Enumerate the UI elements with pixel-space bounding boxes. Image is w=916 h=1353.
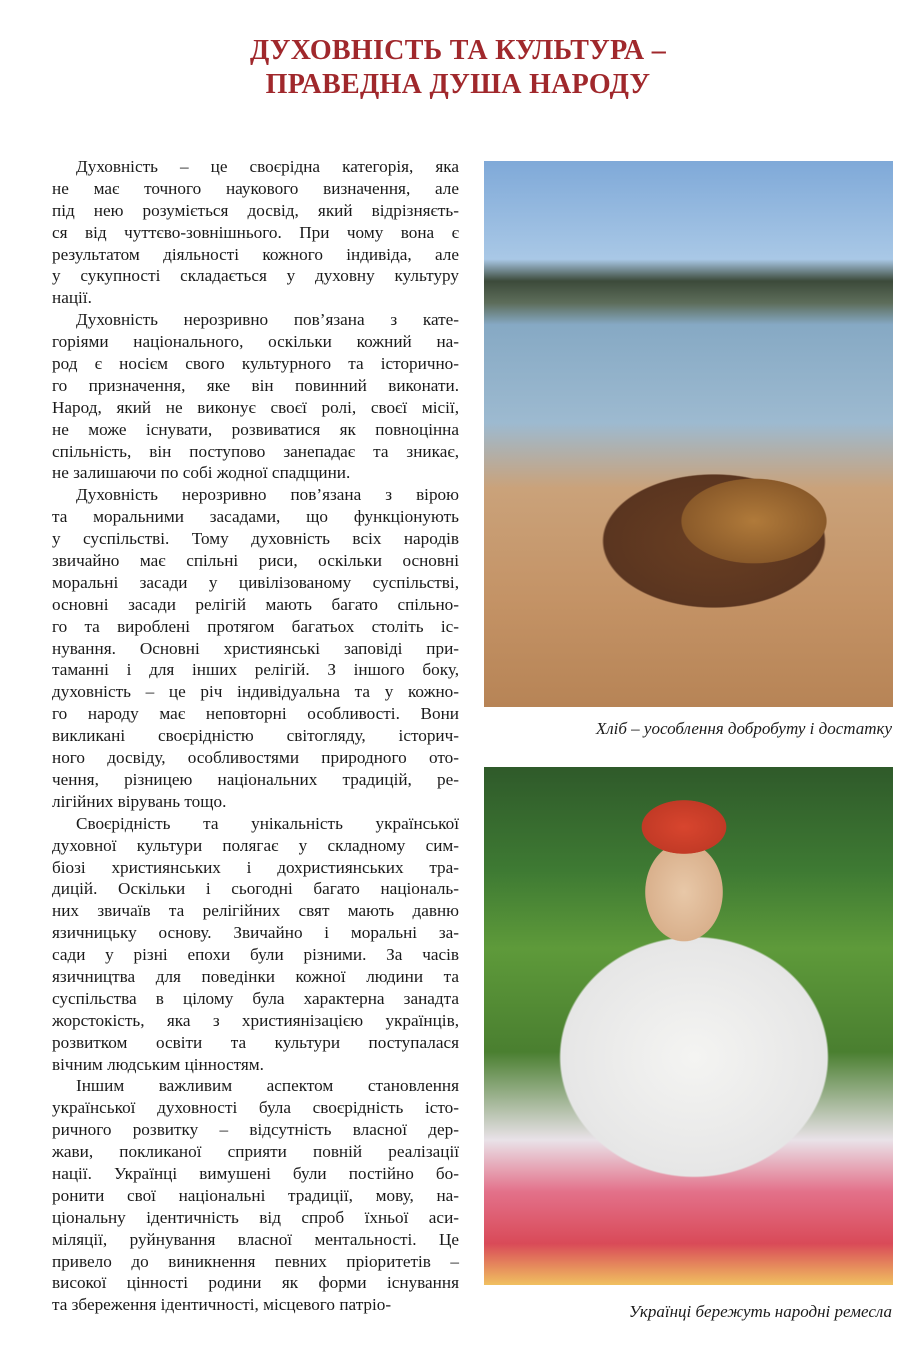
text-line: Духовність нерозривно пов’язана з вірою [76, 485, 459, 505]
text-line: Іншим важливим аспектом становлення [76, 1076, 459, 1096]
paragraph [52, 1075, 459, 1316]
text-line: таманні і для інших релігій. З іншого боку, [52, 660, 459, 680]
text-line: Духовність нерозривно пов’язана з кате- [76, 310, 459, 330]
text-line: результатом діяльності кожного індивіда, але [52, 244, 459, 264]
paragraph [52, 156, 459, 309]
text-line: го призначення, яке він повинний виконати. [52, 375, 459, 395]
text-line: духовної культури полягає у складному сим- [52, 835, 459, 855]
text-line: не має точного наукового визначення, але [52, 178, 459, 198]
paragraph [52, 813, 459, 1076]
text-line: горіями національного, оскільки кожний на- [52, 332, 459, 352]
text-line: розвитком освіти та культури поступалася [52, 1032, 459, 1052]
title-line-1: ДУХОВНІСТЬ ТА КУЛЬТУРА – [249, 35, 667, 66]
text-line: під нею розуміється досвід, який відрізняєть- [52, 200, 459, 220]
text-line: го та вироблені протягом багатьох століть іс- [52, 616, 459, 636]
body-text-column [52, 156, 459, 1316]
page-title [0, 34, 916, 102]
text-line: не може існувати, розвиватися як повноцінна [52, 419, 459, 439]
text-line: род є носієм свого культурного та історично- [52, 354, 459, 374]
text-line: привело до виникнення певних пріоритетів – [52, 1251, 459, 1271]
text-line: нації. Українці вимушені були постійно бо- [52, 1163, 459, 1183]
text-line: та моральними засадами, що функціонують [52, 507, 459, 527]
text-line: Народ, який не виконує своєї ролі, своєї місії, [52, 397, 459, 417]
text-line: ронити свої національні традиції, мову, на- [52, 1185, 459, 1205]
text-line: них звичаїв та релігійних свят мають давню [52, 901, 459, 921]
paragraph [52, 309, 459, 484]
text-line: у суспільстві. Тому духовність всіх народів [52, 529, 459, 549]
text-line: біозі християнських і дохристиянських тра- [52, 857, 459, 877]
photo-caption: Українці бережуть народні ремесла [628, 1302, 892, 1321]
text-line: української духовності була своєрідність істо- [52, 1098, 459, 1118]
photo-caption: Хліб – уособлення добробуту і достатку [595, 719, 892, 738]
text-line: нації. [52, 288, 92, 308]
text-line: спільність, він поступово занепадає та зникає, [52, 441, 459, 461]
title-line-2: ПРАВЕДНА ДУША НАРОДУ [265, 69, 651, 100]
text-line: чення, різницею національних традицій, ре- [52, 769, 459, 789]
text-line: та збереження ідентичності, місцевого патріо- [52, 1295, 392, 1315]
text-line: суспільства в цілому була характерна занадта [52, 988, 459, 1008]
text-line: ся від чуттєво-зовнішнього. При чому вона є [52, 222, 459, 242]
text-line: нування. Основні християнські заповіді при- [52, 638, 459, 658]
text-line: язичництва для поведінки кожної людини та [52, 966, 459, 986]
text-line: вічним людським цінностям. [52, 1054, 264, 1074]
text-line: Своєрідність та унікальність української [76, 813, 459, 833]
text-line: звичайно має спільні риси, оскільки основні [52, 551, 459, 571]
photo-grain-in-hands [484, 161, 893, 707]
text-line: ціональну ідентичність від спроб їхньої аси- [52, 1207, 459, 1227]
text-line: язичницьку основу. Звичайно і моральні за- [52, 923, 459, 943]
text-line: жави, покликаної сприяти повній реалізації [52, 1142, 459, 1162]
text-line: у сукупності складається у духовну культуру [52, 266, 459, 286]
text-line: ричного розвитку – відсутність власної дер- [52, 1120, 459, 1140]
text-line: жорстокість, яка з християнізацією українців, [52, 1010, 459, 1030]
text-line: го народу має неповторні особливості. Вони [52, 704, 459, 724]
text-line: не залишаючи по собі жодної спадщини. [52, 463, 351, 483]
text-line: ного досвіду, особливостями природного ото- [52, 748, 459, 768]
photo-woman-embroidered-shirt [484, 767, 893, 1285]
text-line: викликані своєрідністю світогляду, історич- [52, 726, 459, 746]
text-line: високої цінності родини як форми існування [52, 1273, 459, 1293]
text-line: сади у різні епохи були різними. За часів [52, 945, 459, 965]
text-line: духовність – це річ індивідуальна та у кожно- [52, 682, 459, 702]
text-line: основні засади релігій мають багато спільно- [52, 594, 459, 614]
paragraph [52, 484, 459, 812]
text-line: міляції, руйнування власної ментальності. Це [52, 1229, 459, 1249]
text-line: Духовність – це своєрідна категорія, яка [76, 157, 459, 176]
text-line: лігійних вірувань тощо. [52, 791, 227, 811]
text-line: дицій. Оскільки і сьогодні багато національ- [52, 879, 459, 899]
text-line: моральні засади у цивілізованому суспільстві, [52, 572, 459, 592]
